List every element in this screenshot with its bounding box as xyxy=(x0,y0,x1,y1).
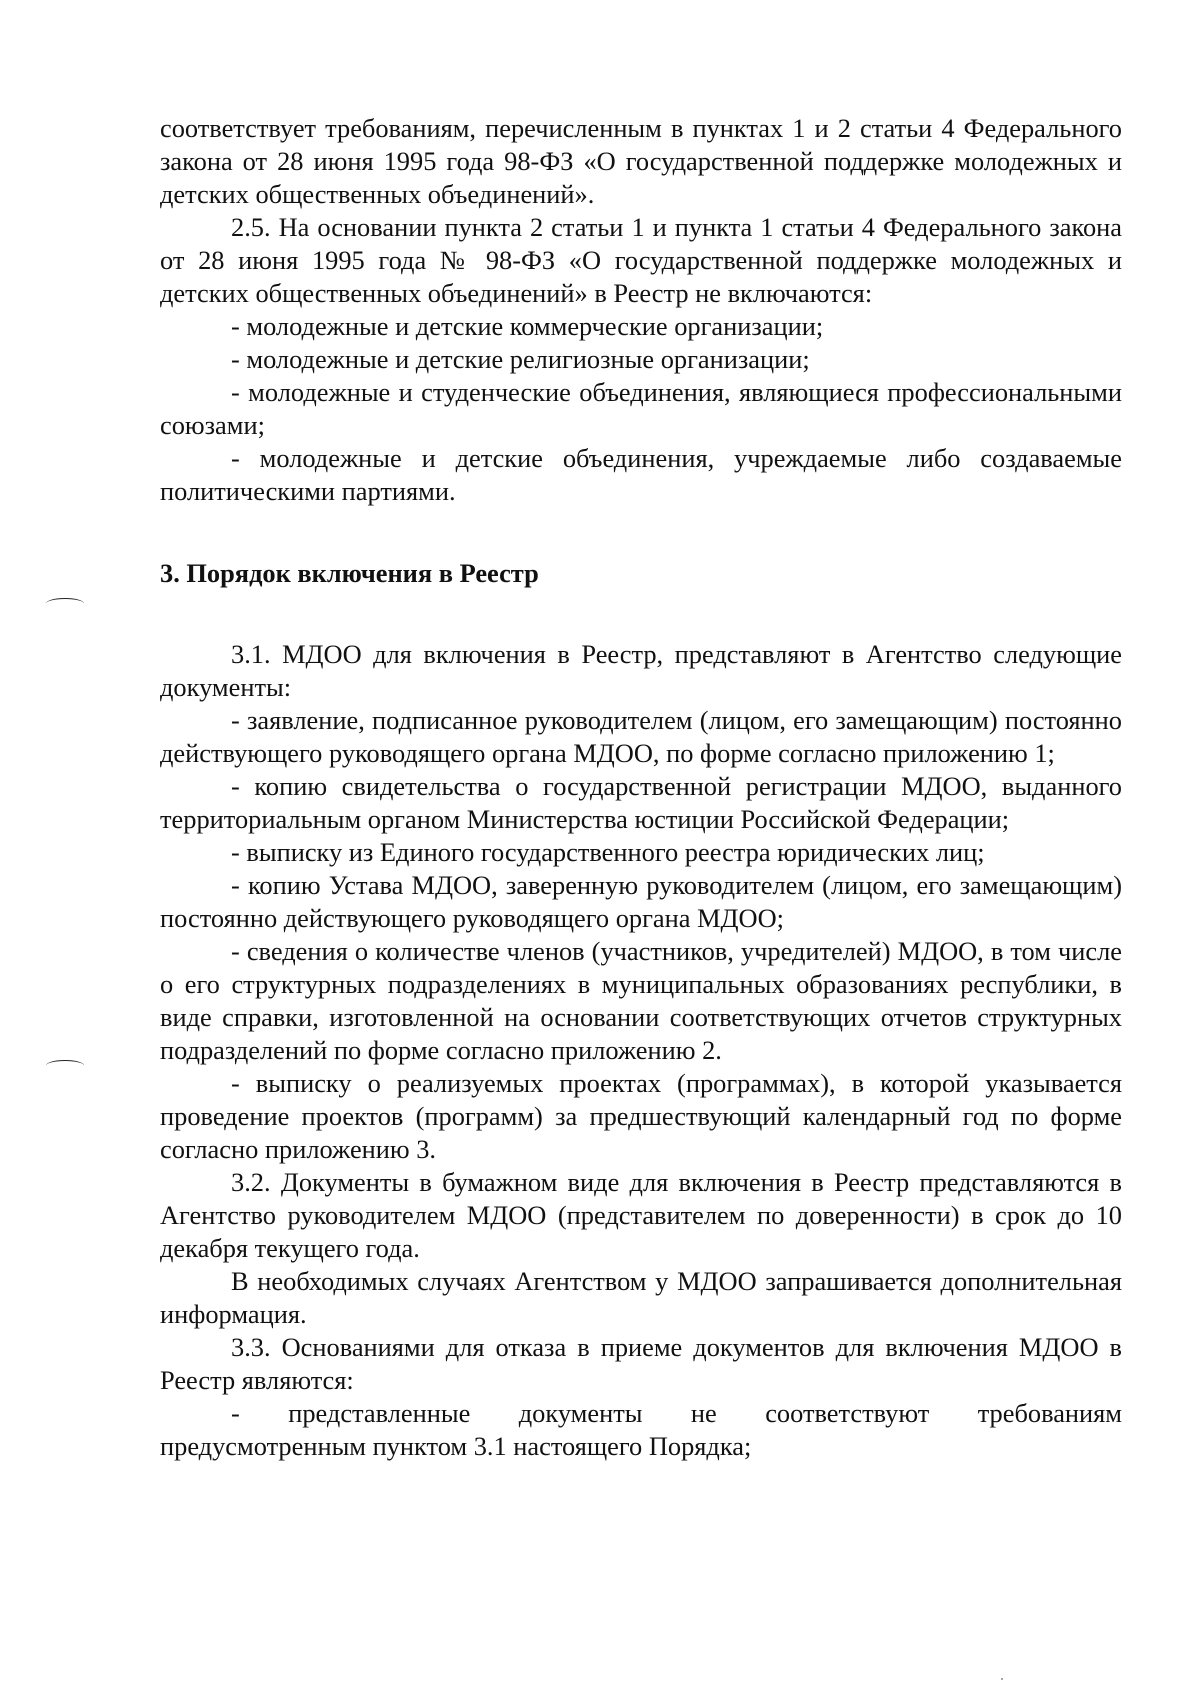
list-item: - молодежные и студенческие объединения, являющиеся профессиональными союзами; xyxy=(160,377,1122,440)
document-body xyxy=(160,112,1122,1463)
list-item: - молодежные и детские религиозные организации; xyxy=(231,344,810,374)
list-item: - молодежные и детские объединения, учреждаемые либо создаваемые политическими партиями. xyxy=(160,443,1122,506)
paragraph-3-3: 3.3. Основаниями для отказа в приеме документов для включения МДОО в Реестр являются: xyxy=(160,1332,1122,1395)
paragraph-3-1: 3.1. МДОО для включения в Реестр, представляют в Агентство следующие документы: xyxy=(160,639,1122,702)
list-item: - заявление, подписанное руководителем (лицом, его замещающим) постоянно действующего руководящего органа МДОО, по форме согласно приложению 1; xyxy=(160,705,1122,768)
paragraph-continuation: соответствует требованиям, перечисленным в пунктах 1 и 2 статьи 4 Федерального закона от 28 июня 1995 года 98-ФЗ «О государственной поддержке молодежных и детских общественных объединений». xyxy=(160,113,1122,209)
paragraph-2-5: 2.5. На основании пункта 2 статьи 1 и пункта 1 статьи 4 Федерального закона от 28 июня 1995 года № 98-ФЗ «О государственной поддержке молодежных и детских общественных объединений» в Реестр не включаются: xyxy=(160,212,1122,308)
punch-hole-mark xyxy=(46,598,84,609)
list-item: - выписку о реализуемых проектах (программах), в которой указывается проведение проектов (программ) за предшествующий календарный год по форме согласно приложению 3. xyxy=(160,1068,1122,1164)
list-item: - сведения о количестве членов (участников, учредителей) МДОО, в том числе о его структурных подразделениях в муниципальных образованиях республики, в виде справки, изготовленной на основании соответствующих отчетов структурных подразделений по форме согласно приложению 2. xyxy=(160,936,1122,1065)
section-heading: 3. Порядок включения в Реестр xyxy=(160,558,539,588)
scan-speck xyxy=(1001,1678,1003,1680)
punch-hole-mark xyxy=(46,1060,84,1071)
list-item: - копию Устава МДОО, заверенную руководителем (лицом, его замещающим) постоянно действующего руководящего органа МДОО; xyxy=(160,870,1122,933)
paragraph-3-2: 3.2. Документы в бумажном виде для включения в Реестр представляются в Агентство руководителем МДОО (представителем по доверенности) в срок до 10 декабря текущего года. xyxy=(160,1167,1122,1263)
list-item: - выписку из Единого государственного реестра юридических лиц; xyxy=(231,837,985,867)
list-item: - молодежные и детские коммерческие организации; xyxy=(231,311,824,341)
list-item: - представленные документы не соответствуют требованиям предусмотренным пунктом 3.1 настоящего Порядка; xyxy=(160,1398,1122,1461)
list-item: - копию свидетельства о государственной регистрации МДОО, выданного территориальным органом Министерства юстиции Российской Федерации; xyxy=(160,771,1122,834)
paragraph: В необходимых случаях Агентством у МДОО запрашивается дополнительная информация. xyxy=(160,1266,1122,1329)
